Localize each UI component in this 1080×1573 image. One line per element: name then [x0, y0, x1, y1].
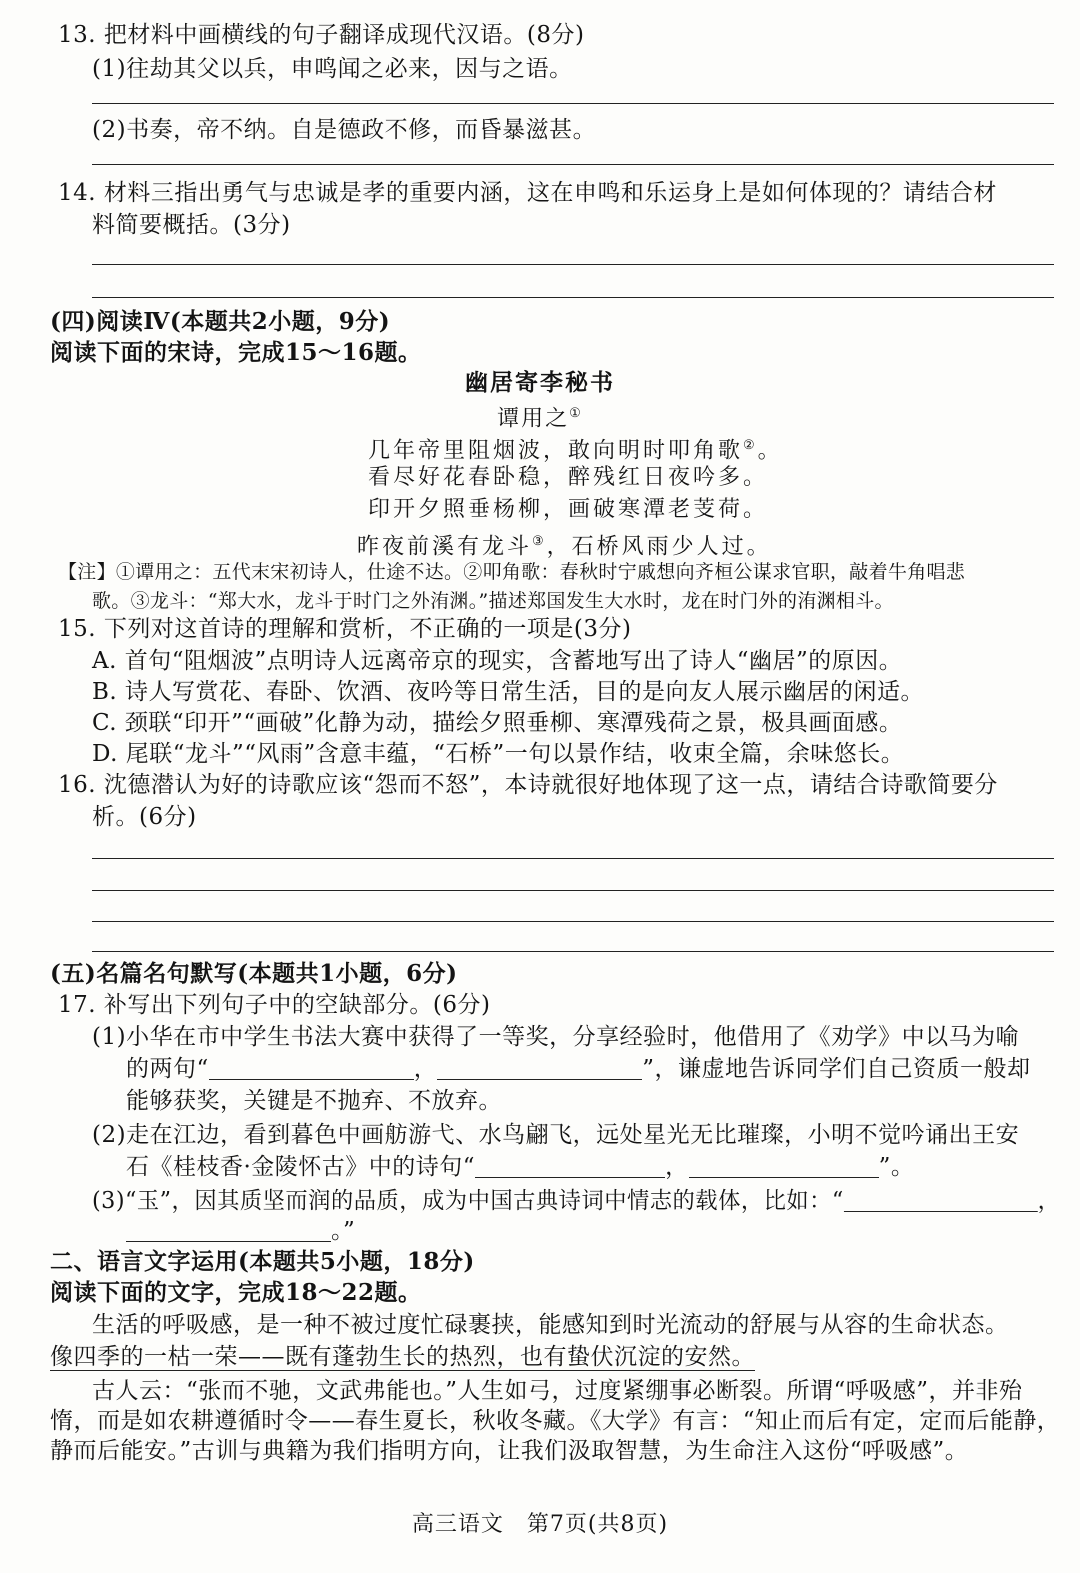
q15-option-b: B. 诗人写赏花、春卧、饮酒、夜吟等日常生活，目的是向友人展示幽居的闲适。: [92, 679, 925, 705]
notes-line-2: 歌。③龙斗：“郑大水，龙斗于时门之外洧渊。”描述郑国发生大水时，龙在时门外的洧渊相斗。: [92, 590, 894, 612]
q15-option-c: C. 颈联“印开”“画破”化静为动，描绘夕照垂柳、寒潭残荷之景，极具画面感。: [92, 710, 903, 736]
poem-author: [0, 399, 1080, 434]
page-footer: 高三语文 第7页(共8页): [411, 1512, 669, 1537]
q17-part-3-line-1: (3)“玉”，因其质坚而润的品质，成为中国古典诗词中情志的载体，比如：“ ，: [92, 1188, 1061, 1214]
notes-line-1: 【注】①谭用之：五代末宋初诗人，仕途不达。②叩角歌：春秋时宁戚想向齐桓公谋求官职，敲着牛角唱悲: [58, 561, 966, 583]
poem-line-3: 印开夕照垂杨柳，画破寒潭老芰荷。: [368, 497, 769, 522]
section-4-instruction: 阅读下面的宋诗，完成15～16题。: [50, 339, 422, 366]
answer-line: [92, 297, 1054, 298]
fill-blank[interactable]: [475, 1155, 665, 1178]
part-2-instruction: 阅读下面的文字，完成18～22题。: [50, 1279, 422, 1306]
answer-line: [92, 951, 1054, 952]
answer-line: [92, 164, 1054, 165]
fill-blank[interactable]: [437, 1057, 642, 1080]
q15-stem: 15. 下列对这首诗的理解和赏析，不正确的一项是(3分): [58, 616, 632, 642]
poem-line-4: 昨夜前溪有龙斗③，石桥风雨少人过。: [357, 534, 772, 560]
underlined-sentence: 像四季的一枯一荣——既有蓬勃生长的热烈，也有蛰伏沉淀的安然。: [50, 1344, 755, 1370]
q17-part-1-line-3: 能够获奖，关键是不抛弃、不放弃。: [126, 1088, 502, 1114]
poem-title: 幽居寄李秘书: [465, 369, 615, 396]
answer-line: [92, 264, 1054, 265]
answer-line: [92, 858, 1054, 859]
q16-line-1: 16. 沈德潜认为好的诗歌应该“怨而不怒”，本诗就很好地体现了这一点，请结合诗歌简要分: [58, 772, 998, 798]
part-2-title: 二、语言文字运用(本题共5小题，18分): [50, 1248, 475, 1275]
note-marker: ②: [743, 438, 758, 453]
poem-author-name: 谭用之: [497, 406, 570, 432]
q17-part-2-line-2: 石《桂枝香·金陵怀古》中的诗句“ ， ”。: [126, 1154, 915, 1180]
passage-para-2-line-1: 古人云：“张而不驰，文武弗能也。”人生如弓，过度紧绷事必断裂。所谓“呼吸感”，并非殆: [92, 1378, 1023, 1404]
q17-part-1-line-1: (1)小华在市中学生书法大赛中获得了一等奖，分享经验时，他借用了《劝学》中以马为喻: [92, 1024, 1020, 1050]
q15-option-d: D. 尾联“龙斗”“风雨”含意丰蕴，“石桥”一句以景作结，收束全篇，余味悠长。: [92, 741, 905, 767]
fill-blank[interactable]: [209, 1057, 414, 1080]
poem-line-2: 看尽好花春卧稳，醉残红日夜吟多。: [368, 465, 769, 490]
q17-part-3-line-2: 。”: [126, 1216, 355, 1246]
q13-stem: 13. 把材料中画横线的句子翻译成现代汉语。(8分): [58, 22, 585, 48]
q16-line-2: 析。(6分): [92, 804, 197, 830]
fill-blank[interactable]: [689, 1155, 879, 1178]
q17-part-2-line-1: (2)走在江边，看到暮色中画舫游弋、水鸟翩飞，远处星光无比璀璨，小明不觉吟诵出王安: [92, 1122, 1020, 1148]
note-marker: ③: [532, 534, 547, 549]
q14-line-1: 14. 材料三指出勇气与忠诚是孝的重要内涵，这在申鸣和乐运身上是如何体现的？请结合材: [58, 180, 997, 206]
note-marker: ①: [569, 406, 583, 421]
section-5-title: (五)名篇名句默写(本题共1小题，6分): [50, 960, 458, 987]
q13-sentence-2: (2)书奏，帝不纳。自是德政不修，而昏暴滋甚。: [92, 117, 597, 143]
q17-stem: 17. 补写出下列句子中的空缺部分。(6分): [58, 992, 491, 1018]
q17-part-1-line-2: 的两句“ ， ”，谦虚地告诉同学们自己资质一般却: [126, 1056, 1031, 1082]
fill-blank[interactable]: [844, 1189, 1038, 1212]
passage-para-2-line-3: 静而后能安。”古训与典籍为我们指明方向，让我们汲取智慧，为生命注入这份“呼吸感”。: [50, 1438, 969, 1464]
q13-sentence-1: (1)往劫其父以兵，申鸣闻之必来，因与之语。: [92, 56, 573, 82]
q14-line-2: 料简要概括。(3分): [92, 212, 291, 238]
answer-line: [92, 103, 1054, 104]
poem-line-1: 几年帝里阻烟波，敢向明时叩角歌②。: [368, 438, 783, 464]
answer-line: [92, 921, 1054, 922]
passage-para-2-line-2: 惰，而是如农耕遵循时令——春生夏长，秋收冬藏。《大学》有言：“知止而后有定，定而后能静，: [50, 1408, 1061, 1434]
answer-line: [92, 890, 1054, 891]
passage-para-1-line-2: [50, 1342, 755, 1372]
fill-blank[interactable]: [126, 1219, 331, 1242]
q15-option-a: A. 首句“阻烟波”点明诗人远离帝京的现实，含蓄地写出了诗人“幽居”的原因。: [92, 648, 903, 674]
passage-para-1-line-1: 生活的呼吸感，是一种不被过度忙碌裹挟，能感知到时光流动的舒展与从容的生命状态。: [92, 1312, 1009, 1338]
section-4-title: (四)阅读Ⅳ(本题共2小题，9分): [50, 308, 391, 335]
